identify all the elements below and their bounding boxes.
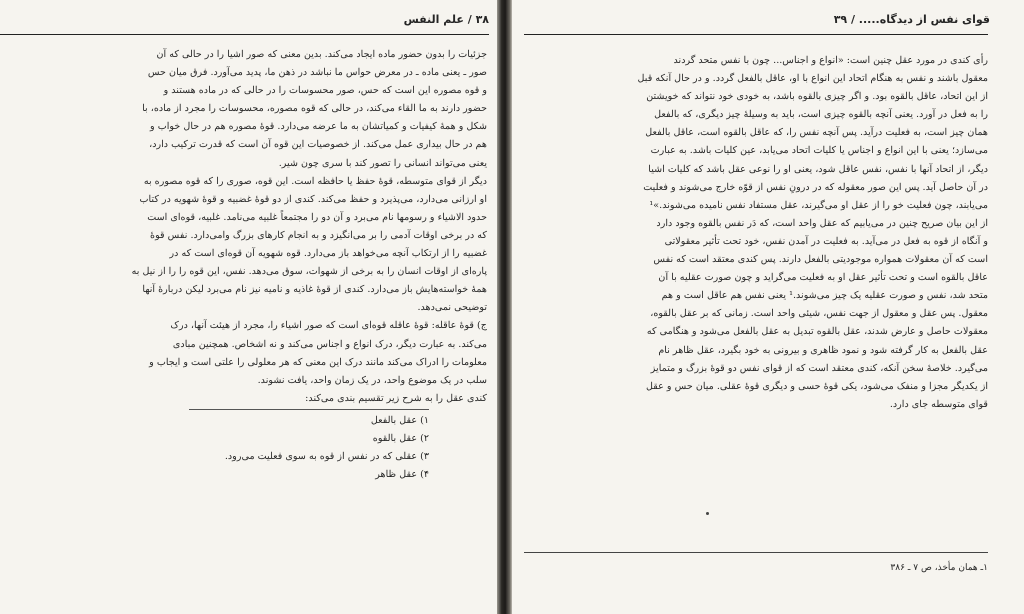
text-line: از این بیان صریح چنین در می‌یابیم که عقل واحد است، که دَر نفس بالقوه وجود دارد (656, 217, 988, 229)
text-line: غضبیه را از ارتکاب آنچه می‌خواهد باز می‌دارد. قوه شهویه آن قوه‌ای است که در (169, 248, 487, 260)
text-line: عاقل بالقوه است و تحت تأثیر عقل او به فعلیت می‌گراید و چون صورت عقلیه با آن (658, 272, 988, 284)
text-line: از یکدیگر مجزا و منفک می‌شود، یکی قوهٔ حسی و دیگری قوهٔ عقلی. میان حس و عقل (646, 380, 988, 392)
text-line: در آن حاصل آید. پس این صور معقوله که در درونِ نفس از قوّه خارج می‌شوند و فعلیت (643, 181, 988, 193)
text-line: می‌کند. به عبارت دیگر، درک انواع و اجناس می‌کند و نه اشخاص. همچنین مبادی (172, 338, 487, 350)
list-item: ۳) عقلی که در نفس از قوه به سوی فعلیت می‌رود. (224, 451, 429, 463)
left-body-text (0, 46, 487, 484)
text-line: سلب در یک موضوع واحد، در یک زمان واحد، یافت نشوند. (257, 374, 487, 386)
text-line: ج) قوهٔ عاقله: قوهٔ عاقله قوه‌ای است که صور اشیاء را، مجرد از هیئت آنها، درک (170, 320, 487, 332)
left-page (0, 0, 497, 614)
footnote-rule (524, 552, 988, 553)
right-page-header: قوای نفس از دیدگاه..... / ۳۹ (833, 13, 990, 26)
text-line: معقول باشند و نفس به هنگام اتحاد این انواع با او، عاقل بالفعل گردد. و در حال آنکه قبل (637, 73, 988, 85)
text-line: هم در حال بیداری عمل می‌کند. از خصوصیات این قوه آن است که قدرت ترکیب دارد، (149, 139, 487, 151)
text-line: را به فعل در آورد. یعنی آنچه بالقوه چیزی است، باید به وسیلهٔ چیز دیگری، که بالفعل (654, 109, 988, 121)
text-line: معقول. پس عقل و معقول از جهت نفس، شیئی واحد است. زمانی که بر عقل بالقوه، (650, 308, 988, 320)
text-line: متحد شد، نفس و صورت عقلیه یک چیز می‌شوند.¹ یعنی نفس هم عاقل است و هم (661, 290, 988, 302)
text-line: او ارزانی می‌دارد، می‌پذیرد و حفظ می‌کند. کندی از دو قوهٔ غضبیه و قوهٔ شهویه در کتاب (139, 193, 487, 205)
text-line: صور ـ یعنی ماده ـ در معرض حواس ما نباشد در ذهن ما، پدید می‌آورد. فرق میان حس (147, 67, 487, 79)
text-line: است که آن معقولات همواره موجودیتی بالفعل دارند. پس کندی معتقد است که نفس (653, 254, 988, 266)
text-line: معلومات را ادراک می‌کند مانند درک این معنی که هر معلولی را علتی است و ایجاب و (149, 356, 487, 368)
text-line: حدود الاشیاء و رسومها نام می‌برد و آن دو را مجتمعاً غلبیه می‌نامد. غلبیه، قوه‌ای است (147, 211, 487, 223)
text-line: عقل بالفعل به کار گرفته شود و نمود ظاهری و بیرونی به خود بگیرد، عقل ظاهر نام (658, 344, 988, 356)
text-line: همهٔ خواسته‌هایش باز می‌دارد. کندی از قوهٔ غاذیه و نامیه نیز نام می‌برد لیکن دربارهٔ آنها (142, 284, 487, 296)
left-header-rule (0, 34, 489, 35)
text-line: دیگر، از اتحاد آنها با نفس، نفس عاقل شود، یعنی او را نوعی عقل باشد که کلیات اشیا (648, 163, 988, 175)
text-line: از این اتحاد، عاقل بالقوه بود. و اگر چیزی بالقوه باشد، به خودی خود نتواند که خویشتن (646, 91, 988, 103)
list-item: ۱) عقل بالفعل (370, 414, 429, 426)
text-line: جزئیات را بدون حضور ماده ایجاد می‌کند. بدین معنی که صور اشیا را در حالی که آن (156, 49, 487, 60)
text-line: و آنگاه از قوه به فعل در می‌آید. به فعلیت در آمدن نفس، خود تحت تأثیر معقولاتی (664, 235, 988, 247)
text-line: معقولات حاصل و عارض شدند، عقل بالقوه تبدیل به عقل بالفعل می‌شود و هنگامی که (646, 326, 988, 338)
text-line: می‌یابند، چون فعلیت خو را از عقل او می‌گیرند، عقل مستفاد نفس نامیده می‌شوند.»¹ (649, 199, 988, 211)
text-line: قوای متوسطه جای دارد. (889, 398, 988, 410)
text-line: دیگر از قوای متوسطه، قوهٔ حفظ یا حافظه است. این قوه، صوری را که قوه مصوره به (143, 175, 487, 187)
right-page (512, 0, 1024, 614)
text-line: می‌گیرد. خلاصهٔ سخن آنکه، کندی معتقد است که از قوای نفس دو قوهٔ بزرگ و متمایز (650, 362, 988, 374)
text-line: می‌سازد؛ یعنی با این انواع و اجناس یا کلیات اتحاد می‌یابد، عین کلیات باشد. به عبارت (650, 145, 988, 157)
text-line: شکل و همهٔ کیفیات و کمیاتشان به ما عرضه می‌دارد. قوهٔ مصوره هم در حال خواب و (150, 121, 487, 133)
text-line: که در برخی اوقات آدمی را بر می‌انگیزد و به انجام کارهای بزرگ وامی‌دارد. نفس قوهٔ (150, 229, 487, 241)
text-line: همان چیز است، به فعلیت درآید. پس آنچه نفس را، که عاقل بالقوه است، عاقل بالفعل (645, 127, 988, 139)
text-line: حضور دارند به ما القاء می‌کند، در حالی که قوه مصوره، محسوسات را مجرد از ماده، با (142, 103, 487, 115)
list-rule (189, 409, 429, 410)
text-line: کندی عقل را به شرح زیر تقسیم بندی می‌کند: (305, 392, 487, 404)
book-gutter (497, 0, 512, 614)
left-page-header: ۳۸ / علم النفس (403, 13, 489, 26)
text-line: و قوه مصوره این است که حس، صور محسوسات را در حالی که در ماده هستند و (163, 85, 487, 97)
right-header-rule (524, 34, 988, 35)
right-body-text (524, 52, 988, 414)
text-line: رأی کندی در مورد عقل چنین است: «انواع و اجناس... چون با نفس متحد گردند (673, 55, 988, 66)
text-line: یعنی می‌تواند انسانی را تصور کند با سری چون شیر. (278, 157, 487, 169)
footnote: ۱ـ همان مأخذ، ص ۷ ـ ۳۸۶ (890, 563, 988, 573)
text-line: پاره‌ای از اوقات انسان را به برخی از شهوات، سوق می‌دهد. نفس، این قوه را را از نیل به (131, 266, 487, 278)
page-speck (706, 512, 709, 515)
text-line: توضیحی نمی‌دهد. (417, 302, 487, 314)
list-item: ۲) عقل بالقوه (372, 432, 429, 444)
list-item: ۴) عقل ظاهر (375, 469, 429, 481)
